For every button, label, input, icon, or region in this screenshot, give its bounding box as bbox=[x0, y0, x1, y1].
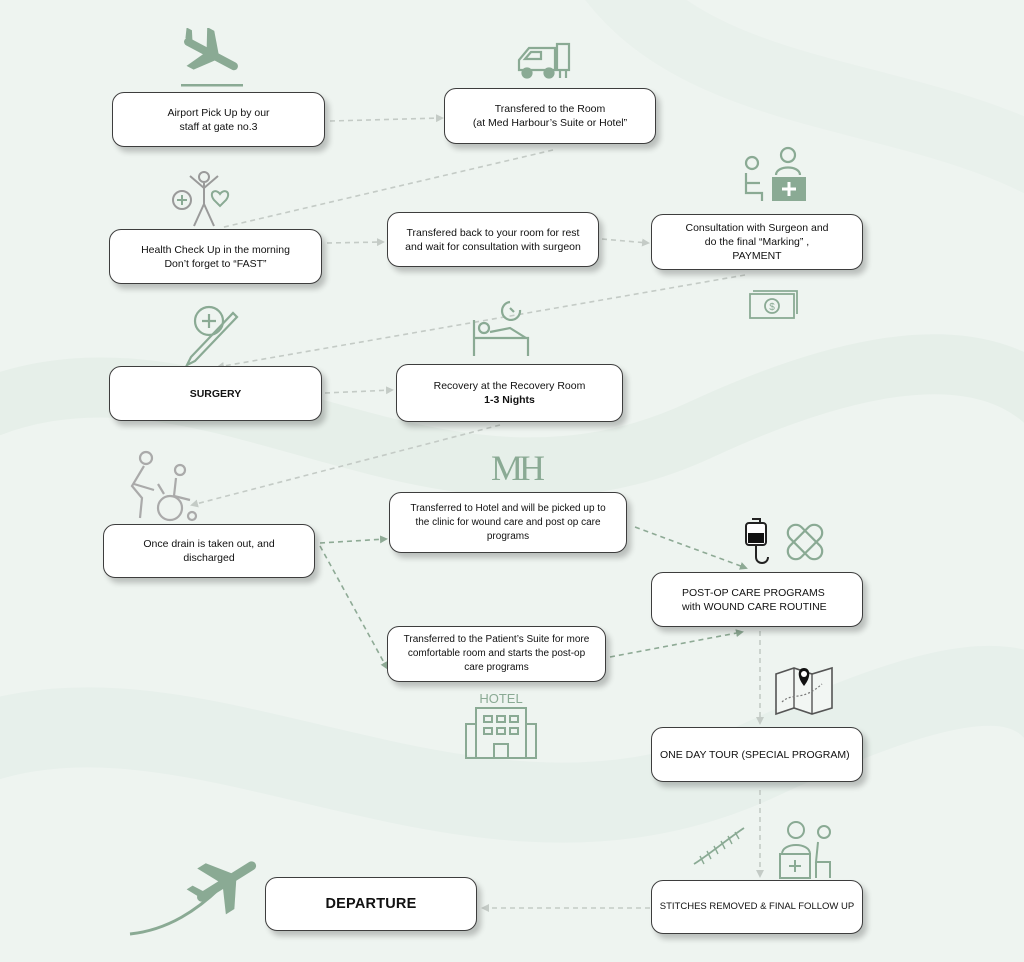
doctor-desk-icon bbox=[740, 143, 810, 205]
step-suite-transfer: Transferred to the Patient’s Suite for more comfortable room and starts the post-op care programs bbox=[387, 626, 606, 682]
scalpel-icon bbox=[183, 303, 241, 367]
van-icon bbox=[515, 40, 573, 82]
connector bbox=[327, 242, 383, 243]
step-transfer-room: Transfered to the Room (at Med Harbour’s Suite or Hotel” bbox=[444, 88, 656, 144]
wheelchair-icon bbox=[118, 450, 202, 524]
iv-bag-icon bbox=[740, 517, 774, 569]
stitches-icon bbox=[690, 824, 748, 868]
step-back-to-room: Transfered back to your room for rest and wait for consultation with surgeon bbox=[387, 212, 599, 267]
step-drain-discharged: Once drain is taken out, and discharged bbox=[103, 524, 315, 578]
connector bbox=[602, 239, 648, 243]
airplane-departure-icon bbox=[128, 850, 268, 938]
step-one-day-tour: ONE DAY TOUR (SPECIAL PROGRAM) bbox=[651, 727, 863, 782]
airplane-landing-icon bbox=[175, 28, 247, 90]
health-check-icon bbox=[168, 170, 238, 230]
map-icon bbox=[772, 662, 836, 716]
connector bbox=[320, 546, 387, 668]
recovery-bed-icon bbox=[470, 298, 534, 358]
connector bbox=[330, 118, 442, 121]
step-recovery: Recovery at the Recovery Room 1-3 Nights bbox=[396, 364, 623, 422]
connector bbox=[635, 527, 746, 568]
step-hotel-transfer: Transferred to Hotel and will be picked up to the clinic for wound care and post op care programs bbox=[389, 492, 627, 553]
hotel-icon bbox=[464, 690, 538, 760]
money-icon bbox=[748, 288, 798, 322]
step-health-check: Health Check Up in the morning Don’t forget to “FAST” bbox=[109, 229, 322, 284]
step-consultation: Consultation with Surgeon and do the final “Marking” , PAYMENT bbox=[651, 214, 863, 270]
doctor-patient-icon bbox=[776, 818, 834, 880]
svg-text:$: $ bbox=[769, 302, 775, 313]
hotel-sign: HOTEL bbox=[479, 691, 523, 706]
step-surgery: SURGERY bbox=[109, 366, 322, 421]
step-stitches-removed: STITCHES REMOVED & FINAL FOLLOW UP bbox=[651, 880, 863, 934]
connector bbox=[610, 632, 742, 657]
connector bbox=[325, 390, 392, 393]
step-airport-pickup: Airport Pick Up by our staff at gate no.3 bbox=[112, 92, 325, 147]
step-postop-care: POST-OP CARE PROGRAMS with WOUND CARE ROUTINE bbox=[651, 572, 863, 627]
connector bbox=[320, 539, 386, 543]
bandage-icon bbox=[780, 518, 830, 566]
logo-mh: MH bbox=[490, 448, 541, 488]
step-departure: DEPARTURE bbox=[265, 877, 477, 931]
